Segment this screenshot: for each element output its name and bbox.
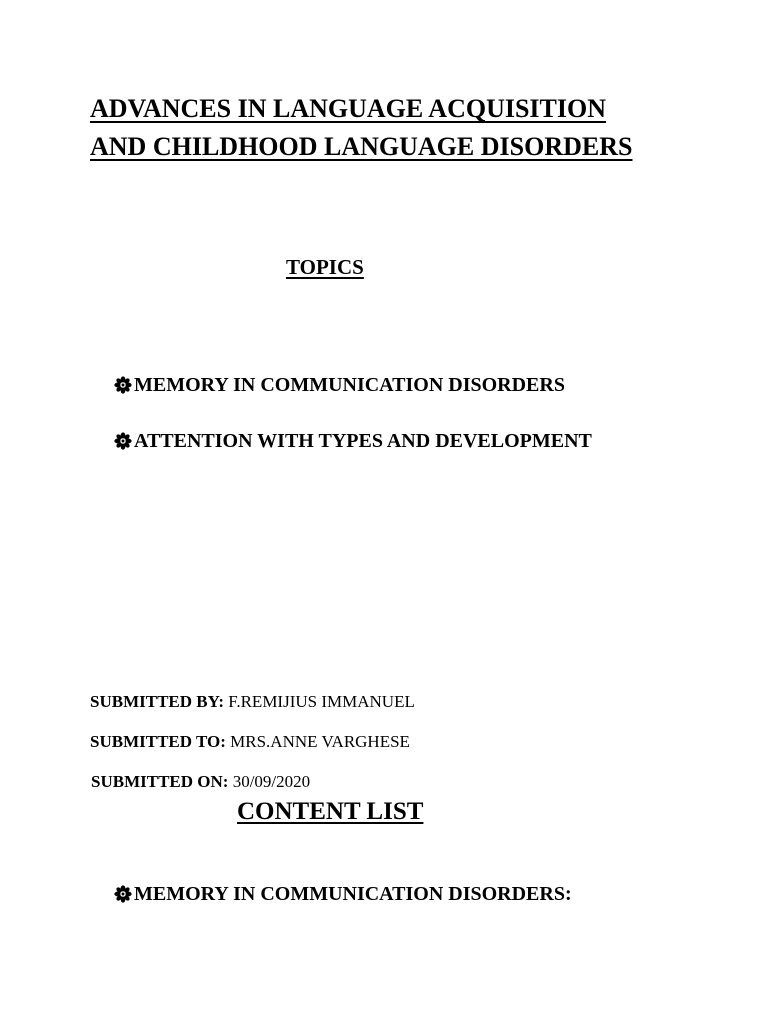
content-list-item (114, 883, 572, 906)
flower-bullet-icon (114, 885, 132, 903)
submitted-on-line (91, 772, 310, 792)
submitted-by-label: SUBMITTED BY: (90, 692, 224, 711)
topics-heading: TOPICS (286, 255, 364, 279)
document-title-line-1: ADVANCES IN LANGUAGE ACQUISITION (90, 94, 607, 123)
content-list-item-text: MEMORY IN COMMUNICATION DISORDERS: (134, 883, 572, 905)
content-list-heading: CONTENT LIST (237, 798, 424, 825)
topic-item-text: MEMORY IN COMMUNICATION DISORDERS (134, 374, 565, 396)
flower-bullet-icon (114, 432, 132, 450)
submitted-on-value: 30/09/2020 (232, 772, 311, 791)
submitted-on-label: SUBMITTED ON: (91, 772, 229, 791)
topic-item-text: ATTENTION WITH TYPES AND DEVELOPMENT (134, 430, 592, 452)
submitted-to-line (90, 732, 410, 752)
submitted-to-value: MRS.ANNE VARGHESE (230, 732, 410, 751)
document-title-line-2: AND CHILDHOOD LANGUAGE DISORDERS (90, 132, 633, 161)
topic-item (114, 430, 592, 453)
submitted-by-line (90, 692, 415, 712)
flower-bullet-icon (114, 376, 132, 394)
topic-item (114, 374, 565, 397)
submitted-by-value: F.REMIJIUS IMMANUEL (228, 692, 415, 711)
submitted-to-label: SUBMITTED TO: (90, 732, 226, 751)
